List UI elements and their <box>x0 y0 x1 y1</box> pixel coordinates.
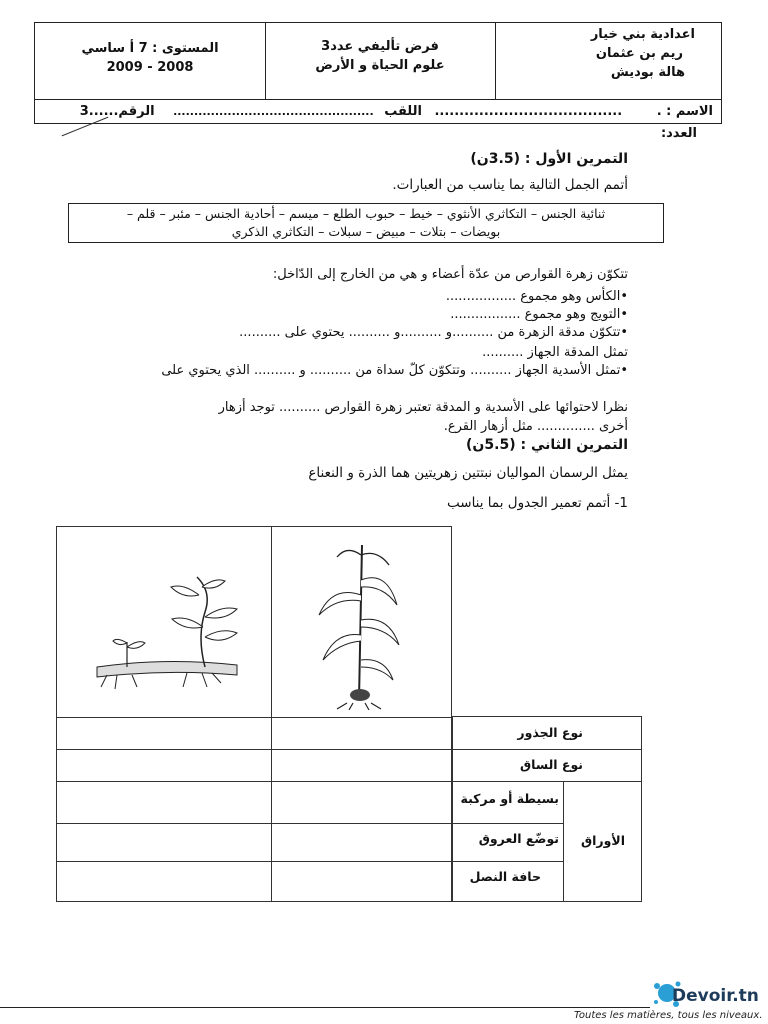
table-row-line <box>57 823 451 824</box>
mint-plant-drawing <box>87 557 257 697</box>
surname-label: اللقب <box>384 104 422 119</box>
name-dots: ...................................... <box>434 104 623 119</box>
label-row-line <box>453 781 641 782</box>
header-rule <box>35 99 721 100</box>
exercise2-intro: يمثل الرسمان المواليان نبتتين زهريتين هما الذرة و النعناع <box>308 465 628 481</box>
exercise1-line: تمثل المدقة الجهاز .......... <box>482 345 628 360</box>
label-leaves: الأوراق <box>580 833 625 848</box>
level-block <box>45 39 255 77</box>
site-logo: Devoir.tn <box>672 986 759 1006</box>
label-row-line <box>453 749 641 750</box>
label-row-line <box>453 861 563 862</box>
label-blade-edge: حافة النصل <box>469 869 541 884</box>
label-table <box>452 716 642 902</box>
teacher-name: ريم بن عثمان <box>595 46 683 61</box>
table-row-line <box>57 781 451 782</box>
table-row-line <box>57 717 451 718</box>
word-bank-line: ثنائية الجنس – التكاثري الأنثوي – خيط – حبوب الطلع – ميسم – أحادية الجنس – مئبر – قلم – <box>126 206 606 221</box>
table-row-line <box>57 861 451 862</box>
teacher-name: هالة بوديش <box>610 65 685 80</box>
label-roots: نوع الجذور <box>517 725 583 740</box>
exercise1-line: •تمثل الأسدية الجهاز .......... وتتكوّن كلّ سداة من .......... و .......... الذي يحتوي على <box>161 363 628 378</box>
level: المستوى : 7 أ ساسي <box>81 41 219 56</box>
number-dots: ................................................ <box>173 105 374 118</box>
exercise2-question: 1- أتمم تعمير الجدول بما يناسب <box>447 495 628 511</box>
word-bank-line: بويضات – بتلات – مبيض – سبلات – التكاثري الذكري <box>231 224 501 239</box>
footer-rule <box>0 1007 650 1008</box>
site-tagline: Toutes les matières, tous les niveaux. <box>574 1010 763 1021</box>
exercise1-line: أخرى .............. مثل أزهار القرع. <box>443 419 628 434</box>
label-veins: توضّع العروق <box>478 831 559 846</box>
number-label: الرقم......3 <box>79 104 155 119</box>
exam-block <box>275 37 485 75</box>
word-bank <box>68 203 664 243</box>
exercise2-title: التمرين الثاني : (5.5ن) <box>466 437 628 453</box>
grade-label: العدد: <box>660 126 697 141</box>
school-name: اعدادية بني خيار <box>590 27 695 42</box>
school-block <box>505 25 695 82</box>
answer-table <box>56 526 452 902</box>
header-divider <box>495 23 496 99</box>
label-row-line <box>453 823 563 824</box>
subject: علوم الحياة و الأرض <box>315 58 445 73</box>
school-year: 2009 - 2008 <box>106 60 194 75</box>
header-divider <box>265 23 266 99</box>
exercise1-title: التمرين الأول : (3.5ن) <box>470 151 628 167</box>
label-simple-compound: بسيطة أو مركبة <box>460 791 559 806</box>
exam-title: فرض تأليفي عدد3 <box>321 39 439 54</box>
table-divider <box>271 527 272 901</box>
header-box <box>34 22 722 141</box>
exercise1-line: •تتكوّن مدقة الزهرة من ..........و ..........و .......... يحتوي على .......... <box>239 325 628 340</box>
name-label: الاسم : . <box>656 104 713 119</box>
exercise1-line: نظرا لاحتوائها على الأسدية و المدقة تعتبر زهرة القوارص .......... توجد أزهار <box>218 400 628 415</box>
exercise1-line: •الكأس وهو مجموع ................. <box>445 289 628 304</box>
table-row-line <box>57 749 451 750</box>
corn-plant-drawing <box>307 535 417 710</box>
exercise1-instruction: أتمم الجمل التالية بما يناسب من العبارات. <box>392 177 628 193</box>
exercise1-intro: تتكوّن زهرة القوارص من عدّة أعضاء و هي من الخارج إلى الدّاخل: <box>272 267 628 282</box>
label-divider <box>563 781 564 901</box>
label-stem: نوع الساق <box>520 757 583 772</box>
exercise1-line: •التويج وهو مجموع ................. <box>450 307 628 322</box>
student-line <box>43 101 713 141</box>
